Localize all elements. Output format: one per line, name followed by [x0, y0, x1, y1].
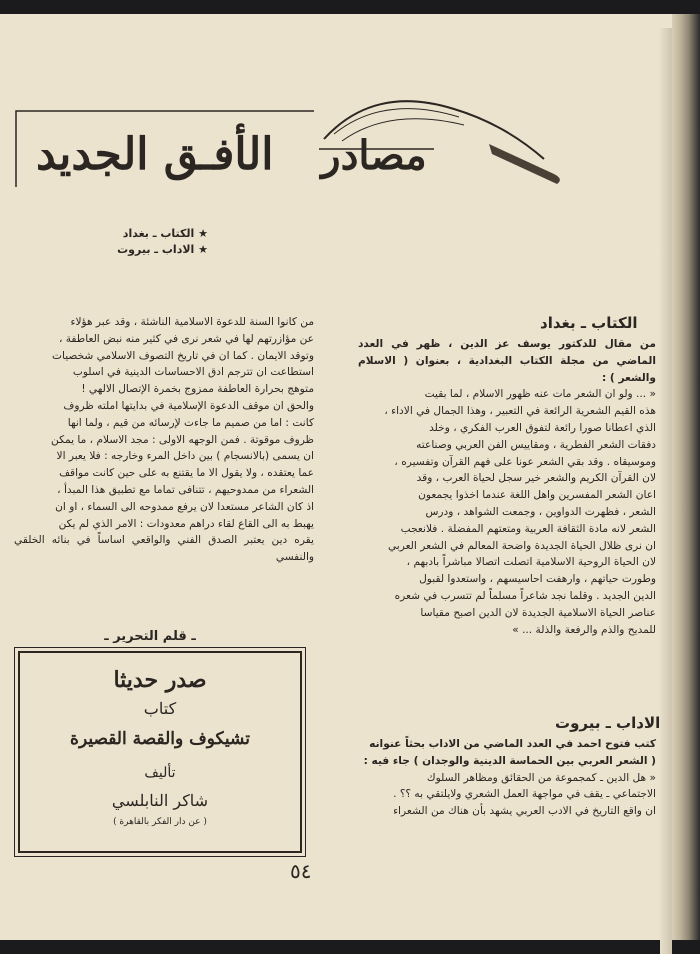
text-line: هذه القيم الشعرية الرائعة في التعبير ، وهذا الجمال في الاداء ، [384, 405, 656, 418]
text-line: وطورت حياتهم ، وارهفت احاسيسهم ، واستعدوا لقبول [419, 573, 656, 586]
text-line: متوهج بحرارة العاطفة ممزوج بخمرة الإتصال الالهي ! [81, 383, 314, 396]
column-left [14, 314, 314, 566]
text-line: ظروف موقوتة . فمن الوجهه الاولى : مجد الاسلام ، ما يمكن [51, 433, 314, 446]
section-title-beirut: الاداب ـ بيروت [555, 714, 661, 732]
text-line: الشعراء من ممدوحيهم ، تتنافى تماما مع تطبيق هذا المبدأ ، [57, 483, 314, 496]
text-line: كانت : اما من صميم ما جاءت لإرسائه من قيم ، ولما انها [67, 416, 314, 429]
beirut-subtitle: ( الشعر العربي بين الحماسة الدينية والوجدان ) جاء فيه : [363, 754, 656, 767]
text-line: وموسيقاه . وقد بقي الشعر عونا على فهم القرآن وتفسيره ، [394, 455, 656, 468]
text-line: عما يعتقده ، ولا يقول الا ما يقتنع به على حين كانت مواقف [59, 467, 314, 480]
pen-quill-logo-icon [314, 89, 574, 189]
text-line: ان يسمى (بالانسجام ) بين داخل المرء وخارجه : فلا يعبر الا [56, 450, 314, 463]
column-right-baghdad [358, 336, 656, 638]
ad-author: شاكر النابلسي [111, 791, 209, 810]
text-line: والحق ان موقف الدعوة الإسلامية في بدايتها املته ظروف [63, 399, 314, 412]
text-line: لان القرآن الكريم والشعر خير سجل لحياة العرب ، وقد [416, 472, 656, 485]
text-line: دفقات الشعر الفطرية ، ومقاييس الفن العربي وصناعته [416, 438, 656, 451]
ad-publisher: ( عن دار الفكر بالقاهرة ) [113, 817, 207, 827]
header-banner [14, 89, 654, 189]
text-line: عن مؤازرتهم لها في شعر نرى في كثير منه نبض العاطفة ، [58, 332, 314, 345]
logo-word: مصادر [321, 132, 427, 179]
text-line: الذي اعطانا صورا رائعة لتفوق العرب الفكري ، وخلد [429, 421, 656, 434]
header-frame [14, 109, 314, 189]
beirut-intro: كتب فتوح احمد في العدد الماضي من الاداب بحثاً عنوانه [369, 738, 656, 750]
header-title: الأفـق الجديد [36, 129, 274, 180]
text-line: للمديح والذم والرفعة والذلة ... » [512, 623, 656, 636]
book-ad-box [18, 651, 302, 853]
editorial-signature: ـ قلم التحرير ـ [104, 629, 196, 644]
magazine-page [0, 14, 672, 940]
text-line: يهبط به الى القاع لقاء دراهم معدودات : الامر الذي لم يكن [58, 517, 314, 530]
text-line: الدين الجديد . وقلما نجد شاعراً مسلماً لم تتسرب في شعره [394, 589, 656, 602]
text-line: اعان الشعر المفسرين واهل اللغة عندما اخذوا يجمعون [418, 489, 656, 502]
section-title-baghdad: الكتاب ـ بغداد [540, 314, 638, 332]
text-line: الشعر لانه مادة الثقافة العربية ومتعتهم المفضلة . فلانعجب [400, 522, 656, 535]
text-line: « ... ولو ان الشعر مات عنه ظهور الاسلام ، لما بقيت [424, 388, 656, 401]
text-line: عناصر الحياة الاسلامية الجديدة لان الدين اصبح مقياسا [420, 606, 656, 619]
text-line: الشعر ، فظهرت الدواوين ، وجمعت الشواهد ، ودرس [425, 505, 656, 518]
ad-label-author: تأليف [144, 765, 176, 781]
page-fold [660, 28, 672, 954]
tag-beirut: ★ الاداب ـ بيروت [117, 243, 208, 256]
text-line: يقره دين يعتبر الصدق الفني والواقعي اساساً في بنائه الخلقي والنفسي [14, 534, 314, 564]
ad-book-title: تشيكوف والقصة القصيرة [70, 729, 250, 749]
source-tags [88, 226, 208, 258]
page-edge-shadow [672, 14, 700, 940]
text-line: « هل الدين ـ كمجموعة من الحقائق ومظاهر السلوك [426, 771, 656, 784]
baghdad-intro: من مقال للدكتور يوسف عز الدين ، ظهر في العدد الماضي من مجلة الكتاب البغدادية ، بعنوان ( الاسلام والشعر ) : [358, 338, 656, 384]
column-right-beirut [358, 736, 656, 820]
tag-baghdad: ★ الكتاب ـ بغداد [122, 227, 208, 240]
page-number: ٥٤ [290, 859, 312, 883]
text-line: اذ كان الشاعر مستعدا لان يرفع ممدوحه الى السماء ، او ان [55, 500, 314, 513]
text-line: لان الحياة الروحية الاسلامية اتصلت اتصالا مباشراً بادبهم ، [406, 556, 656, 569]
text-line: وتوقد الايمان . كما ان في تاريخ التصوف الاسلامي شخصيات [52, 349, 314, 362]
text-line: الاجتماعي ـ يقف في مواجهة العمل الشعري ولايلتقي به ؟؟ . [393, 788, 656, 801]
text-line: من كانوا السنة للدعوة الاسلامية الناشئة ، وقد عبر هؤلاء [70, 316, 314, 328]
ad-label-book: كتاب [143, 699, 177, 718]
text-line: ان نرى ظلال الحياة الجديدة واضحة المعالم في الشعر العربي [387, 539, 656, 552]
ad-headline: صدر حديثا [113, 667, 207, 693]
text-line: ان واقع التاريخ في الادب العربي يشهد بأن هناك من الشعراء [393, 805, 656, 818]
text-line: استطاعت ان تترجم ادق الاحساسات الدينية في اسلوب [72, 366, 314, 379]
